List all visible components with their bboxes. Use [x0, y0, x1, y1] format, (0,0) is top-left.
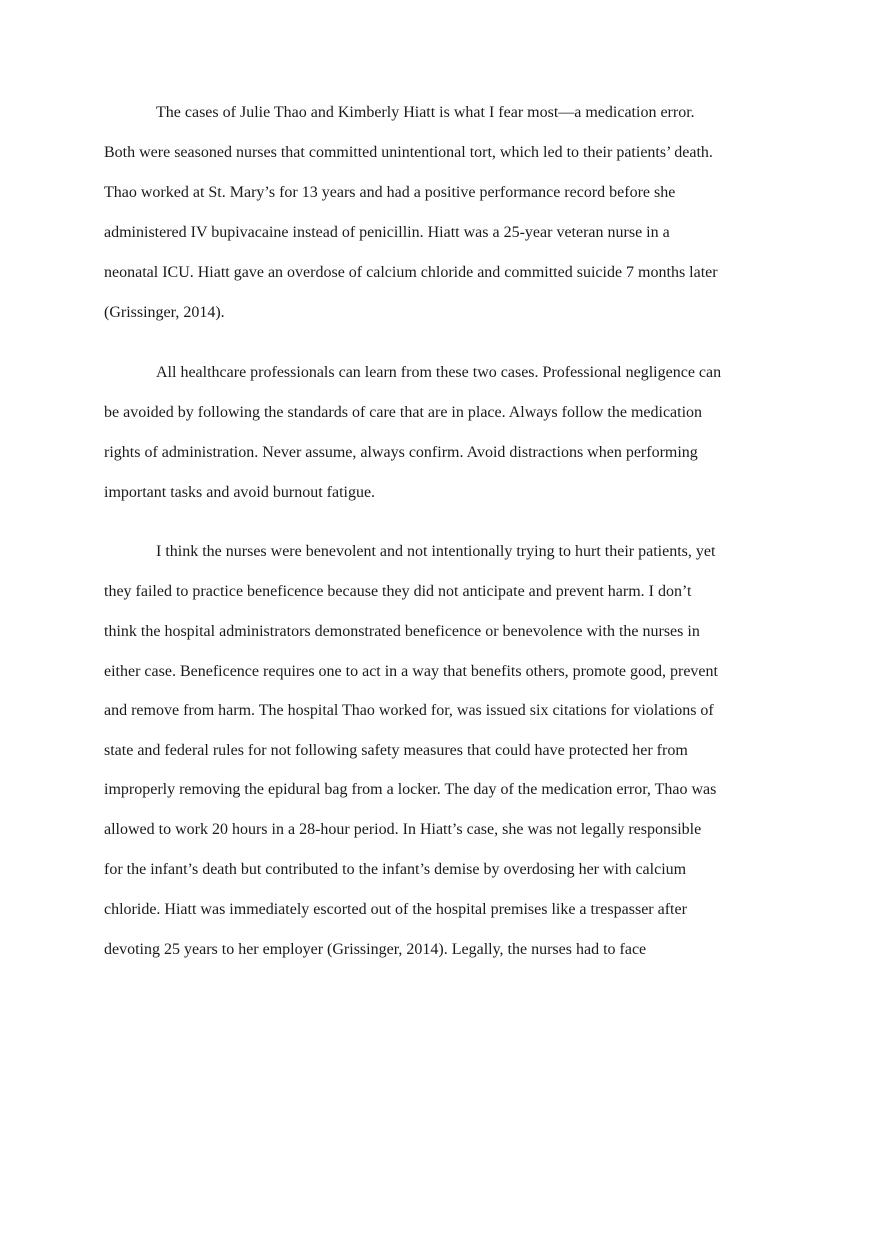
text-line: be avoided by following the standards of care that are in place. Always follow the medication	[104, 404, 703, 421]
text-line: important tasks and avoid burnout fatigue.	[104, 484, 376, 501]
text-line: Both were seasoned nurses that committed unintentional tort, which led to their patients’ death.	[104, 144, 713, 161]
text-line: neonatal ICU. Hiatt gave an overdose of calcium chloride and committed suicide 7 months later	[104, 264, 718, 281]
text-line: administered IV bupivacaine instead of penicillin. Hiatt was a 25-year veteran nurse in a	[104, 224, 670, 241]
text-line: for the infant’s death but contributed to the infant’s demise by overdosing her with calcium	[104, 861, 687, 878]
text-line: I think the nurses were benevolent and not intentionally trying to hurt their patients, yet	[156, 543, 716, 560]
text-line: think the hospital administrators demonstrated beneficence or benevolence with the nurses in	[104, 623, 700, 640]
text-line: and remove from harm. The hospital Thao worked for, was issued six citations for violations of	[104, 702, 714, 719]
text-line: state and federal rules for not following safety measures that could have protected her from	[104, 742, 688, 759]
text-line: Thao worked at St. Mary’s for 13 years and had a positive performance record before she	[104, 184, 676, 201]
text-line: devoting 25 years to her employer (Grissinger, 2014). Legally, the nurses had to face	[104, 941, 647, 958]
text-line: allowed to work 20 hours in a 28-hour period. In Hiatt’s case, she was not legally responsible	[104, 821, 702, 838]
text-line: chloride. Hiatt was immediately escorted out of the hospital premises like a trespasser after	[104, 901, 687, 918]
text-line: The cases of Julie Thao and Kimberly Hiatt is what I fear most—a medication error.	[156, 104, 695, 121]
text-line: they failed to practice beneficence because they did not anticipate and prevent harm. I don’t	[104, 583, 692, 600]
text-line: improperly removing the epidural bag from a locker. The day of the medication error, Thao was	[104, 781, 717, 798]
text-line: either case. Beneficence requires one to act in a way that benefits others, promote good, prevent	[104, 663, 718, 680]
text-line: (Grissinger, 2014).	[104, 304, 225, 321]
text-line: All healthcare professionals can learn from these two cases. Professional negligence can	[156, 364, 722, 381]
text-line: rights of administration. Never assume, always confirm. Avoid distractions when performing	[104, 444, 698, 461]
